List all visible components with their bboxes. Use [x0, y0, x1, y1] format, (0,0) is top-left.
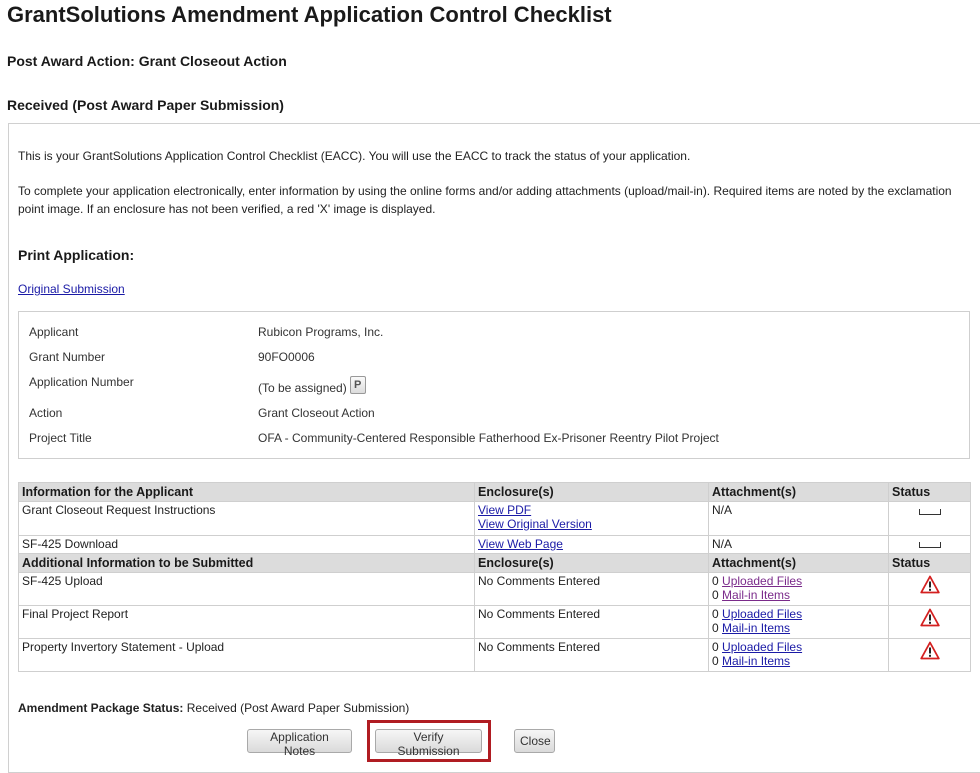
warning-icon	[920, 575, 940, 594]
package-status-value: Received (Post Award Paper Submission)	[186, 701, 410, 715]
uploaded-count: 0	[712, 574, 719, 588]
column-header: Additional Information to be Submitted	[19, 554, 475, 573]
attachment-cell: N/A	[709, 536, 889, 554]
status-cell	[889, 639, 971, 672]
application-info-box	[18, 311, 970, 459]
applicant-label: Applicant	[29, 325, 79, 339]
post-award-action-heading: Post Award Action: Grant Closeout Action	[7, 53, 287, 69]
mail-in-items-link[interactable]: Mail-in Items	[722, 588, 791, 602]
checklist-table	[18, 482, 971, 672]
project-title-value: OFA - Community-Centered Responsible Fatherhood Ex-Prisoner Reentry Pilot Project	[258, 431, 719, 445]
mail-count: 0	[712, 621, 719, 635]
original-submission-link-wrap	[18, 282, 125, 296]
application-number-row	[258, 375, 366, 394]
intro-paragraph-2: To complete your application electronically, enter information by using the online forms and/or adding attachments (upload/mail-in). Required items are noted by the exclamation point image. If an enclosure has not been verified, a red 'X' image is displayed.	[18, 184, 952, 216]
column-header: Enclosure(s)	[475, 483, 709, 502]
status-cell	[889, 502, 971, 536]
package-status-label: Amendment Package Status:	[18, 701, 184, 715]
column-header: Attachment(s)	[709, 554, 889, 573]
attachment-cell	[709, 606, 889, 639]
additional-info-header-row	[19, 554, 971, 573]
enclosure-cell	[475, 502, 709, 536]
table-row	[19, 606, 971, 639]
uploaded-count: 0	[712, 640, 719, 654]
uploaded-files-link[interactable]: Uploaded Files	[722, 574, 803, 588]
applicant-info-header-row	[19, 483, 971, 502]
project-title-label: Project Title	[29, 431, 92, 445]
enclosure-cell	[475, 536, 709, 554]
item-name: SF-425 Download	[19, 536, 475, 554]
column-header: Information for the Applicant	[19, 483, 475, 502]
mail-in-items-link[interactable]: Mail-in Items	[722, 621, 791, 635]
verify-button-highlight	[367, 720, 491, 762]
attachment-cell	[709, 573, 889, 606]
warning-icon	[920, 641, 940, 660]
status-cell	[889, 606, 971, 639]
print-p-icon[interactable]: P	[350, 376, 366, 394]
item-name: Property Invertory Statement - Upload	[19, 639, 475, 672]
uploaded-files-link[interactable]: Uploaded Files	[722, 640, 803, 654]
status-cell	[889, 573, 971, 606]
application-notes-button[interactable]: Application Notes	[247, 729, 352, 753]
application-number-value: (To be assigned)	[258, 381, 347, 395]
original-submission-link[interactable]: Original Submission	[18, 282, 125, 296]
status-cell	[889, 536, 971, 554]
close-button[interactable]: Close	[514, 729, 555, 753]
empty-status-icon	[919, 542, 941, 548]
view-original-version-link[interactable]: View Original Version	[478, 517, 592, 531]
mail-count: 0	[712, 588, 719, 602]
verify-submission-button[interactable]: Verify Submission	[375, 729, 482, 753]
grant-number-label: Grant Number	[29, 350, 106, 364]
empty-status-icon	[919, 509, 941, 515]
item-name: SF-425 Upload	[19, 573, 475, 606]
table-row	[19, 536, 971, 554]
action-value: Grant Closeout Action	[258, 406, 375, 420]
item-name: Grant Closeout Request Instructions	[19, 502, 475, 536]
mail-count: 0	[712, 654, 719, 668]
view-web-page-link[interactable]: View Web Page	[478, 537, 563, 551]
warning-icon	[920, 608, 940, 627]
table-row	[19, 502, 971, 536]
package-status	[18, 701, 409, 715]
intro-paragraph-1: This is your GrantSolutions Application Control Checklist (EACC). You will use the EACC to track the status of your application.	[18, 149, 691, 163]
column-header: Status	[889, 483, 971, 502]
grant-number-value: 90FO0006	[258, 350, 315, 364]
submission-status-heading: Received (Post Award Paper Submission)	[7, 97, 284, 113]
action-label: Action	[29, 406, 63, 420]
uploaded-files-link[interactable]: Uploaded Files	[722, 607, 803, 621]
print-application-heading: Print Application:	[18, 247, 135, 263]
attachment-cell: N/A	[709, 502, 889, 536]
table-row	[19, 573, 971, 606]
enclosure-cell: No Comments Entered	[475, 639, 709, 672]
column-header: Status	[889, 554, 971, 573]
enclosure-cell: No Comments Entered	[475, 606, 709, 639]
application-number-label: Application Number	[29, 375, 134, 389]
column-header: Enclosure(s)	[475, 554, 709, 573]
attachment-cell	[709, 639, 889, 672]
enclosure-cell: No Comments Entered	[475, 573, 709, 606]
view-pdf-link[interactable]: View PDF	[478, 503, 532, 517]
applicant-value: Rubicon Programs, Inc.	[258, 325, 384, 339]
mail-in-items-link[interactable]: Mail-in Items	[722, 654, 791, 668]
table-row	[19, 639, 971, 672]
uploaded-count: 0	[712, 607, 719, 621]
item-name: Final Project Report	[19, 606, 475, 639]
column-header: Attachment(s)	[709, 483, 889, 502]
page-title: GrantSolutions Amendment Application Control Checklist	[7, 2, 612, 27]
